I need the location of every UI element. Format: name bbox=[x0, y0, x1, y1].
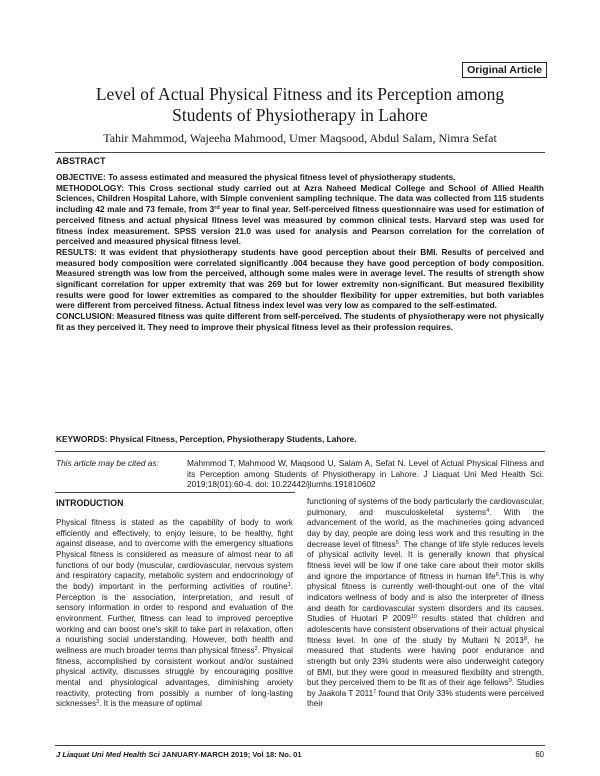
citation-label: This article may be cited as: bbox=[56, 458, 159, 468]
abstract-objective: OBJECTIVE: To assess estimated and measured the physical fitness level of physiotherapy students. bbox=[56, 172, 456, 182]
intro-column-left bbox=[56, 498, 293, 710]
page-number: 60 bbox=[535, 750, 544, 759]
title-line-1: Level of Actual Physical Fitness and its Perception among bbox=[95, 84, 505, 104]
divider-footer bbox=[55, 745, 545, 746]
abstract-methodology: METHODOLOGY: This Cross sectional study carried out at Azra Naheed Medical College and School of Allied Health Sciences, Children Hospital Lahore, with Simple convenient sampling technique. The data was collected from 115 students including 42 male and 73 female, from 3rd year to final year. Self-perceived fitness questionnaire was used for estimation of perceived fitness and actual physical fitness level was measured by common clinical tests. Harvard step was used for fitness index measurement. SPSS version 21.0 was used for analysis and Pearson correlation for the correlation of perceived and measured physical fitness level. bbox=[56, 182, 544, 247]
citation-text: Mahmmod T, Mahmood W, Maqsood U, Salam A, Sefat N. Level of Actual Physical Fitness and its Perception among Students of Physiotherapy in Lahore. J Liaquat Uni Med Health Sci. 2019;18(01):60-4. doi: 10.22442/jlumhs.191810602 bbox=[187, 458, 544, 490]
abstract-results: RESULTS: It was evident that physiotherapy students have good perception about their BMI. Results of perceived and measured body composition were correlated significantly .004 because they have good perception of body composition. Measured strength was low from the perceived, although some males were in average level. The results of strength show significant correlation for upper extremity that was 269 but for lower extremity non-significant. But measured flexibility results were good for lower extremities as compared to the shoulder flexibility for upper extremities, but both variables were different from perceived fitness. Actual fitness index level was very low as compared to the self-estimated. bbox=[56, 246, 544, 311]
introduction-heading: INTRODUCTION bbox=[56, 498, 124, 508]
divider-citation-top bbox=[55, 451, 545, 452]
divider-top bbox=[55, 152, 545, 153]
article-type-badge: Original Article bbox=[462, 62, 547, 78]
author-list: Tahir Mahmmod, Wajeeha Mahmood, Umer Maqsood, Abdul Salam, Nimra Sefat bbox=[103, 131, 497, 145]
intro-column-right bbox=[307, 497, 544, 710]
title-line-2: Students of Physiotherapy in Lahore bbox=[172, 105, 428, 125]
abstract-heading: ABSTRACT bbox=[56, 156, 106, 166]
footer-issue: JANUARY-MARCH 2019; Vol 18: No. 01 bbox=[159, 750, 302, 759]
intro-paragraph-2: functioning of systems of the body particularly the cardiovascular, pulmonary, and musculoskeletal systems$^4$. With the advancement of the world, as the machineries going advanced day by day, people are doing less work and this resulting in the decrease level of fitness$^5$. The change of life style reduces levels of physical activity level. It is generally known that physical fitness level will be low if one take care about their motor skills and ignore the importance of fitness in human life$^6$.This is why physical fitness is currently well-thought-out one of the vital indicators wellness of body and is also the interpreter of illness and death for cardiovascular system disorders and its causes. Studies of Huotari P 2009$^{10}$ results stated that children and adolescents have consistent observations of their actual physical fitness level. In one of the study by Multani N 2013$^8$, he measured that students were having poor endurance and strength but only 23% students were also underweight category of BMI, but they were good in measured flexibility and strength, but they perceived them to be fit as of their age fellows$^9$. Studies by Jaakola T 2011$^7$ found that Only 33% students were perceived their bbox=[307, 497, 544, 709]
footer-journal bbox=[56, 750, 302, 759]
abstract-conclusion: CONCLUSION: Measured fitness was quite different from self-perceived. The students of physiotherapy were not physically fit as they perceived it. They need to improve their physical fitness level as their profession requires. bbox=[56, 311, 544, 332]
abstract-keywords: KEYWORDS: Physical Fitness, Perception, Physiotherapy Students, Lahore. bbox=[56, 434, 357, 444]
footer-journal-name: J Liaquat Uni Med Health Sci bbox=[56, 750, 160, 759]
article-title bbox=[56, 84, 544, 126]
intro-paragraph-1: Physical fitness is stated as the capability of body to work efficiently and effectively, to enjoy leisure, to be healthy, fight against disease, and to overcome with the emergency situations Physical fitness is considered as measure of almost near to all functions of our body (muscular, cardiovascular, nervous system and respiratory capacity, metabolic system and endocrinology of the body) important in the performing activities of routine$^1$. Perception is the association, interpretation, and result of sensory information in order to respond and evaluation of the environment. Further, fitness can lead to improved perceptive working and can boost one's skill to take part in relaxation, often a nourishing social understanding. However, both health and wellness are much broader terms than physical fitness$^2$. Physical fitness, accomplished by consistent workout and/or sustained physical activity, discusses struggle by encouraging positive mental and physiological advantages, diminishing anxiety reactivity, protecting from possibly a number of long-lasting sicknesses$^3$. It is the measure of optimal bbox=[56, 518, 294, 709]
divider-citation-bottom bbox=[55, 492, 295, 493]
abstract-body bbox=[56, 172, 544, 333]
